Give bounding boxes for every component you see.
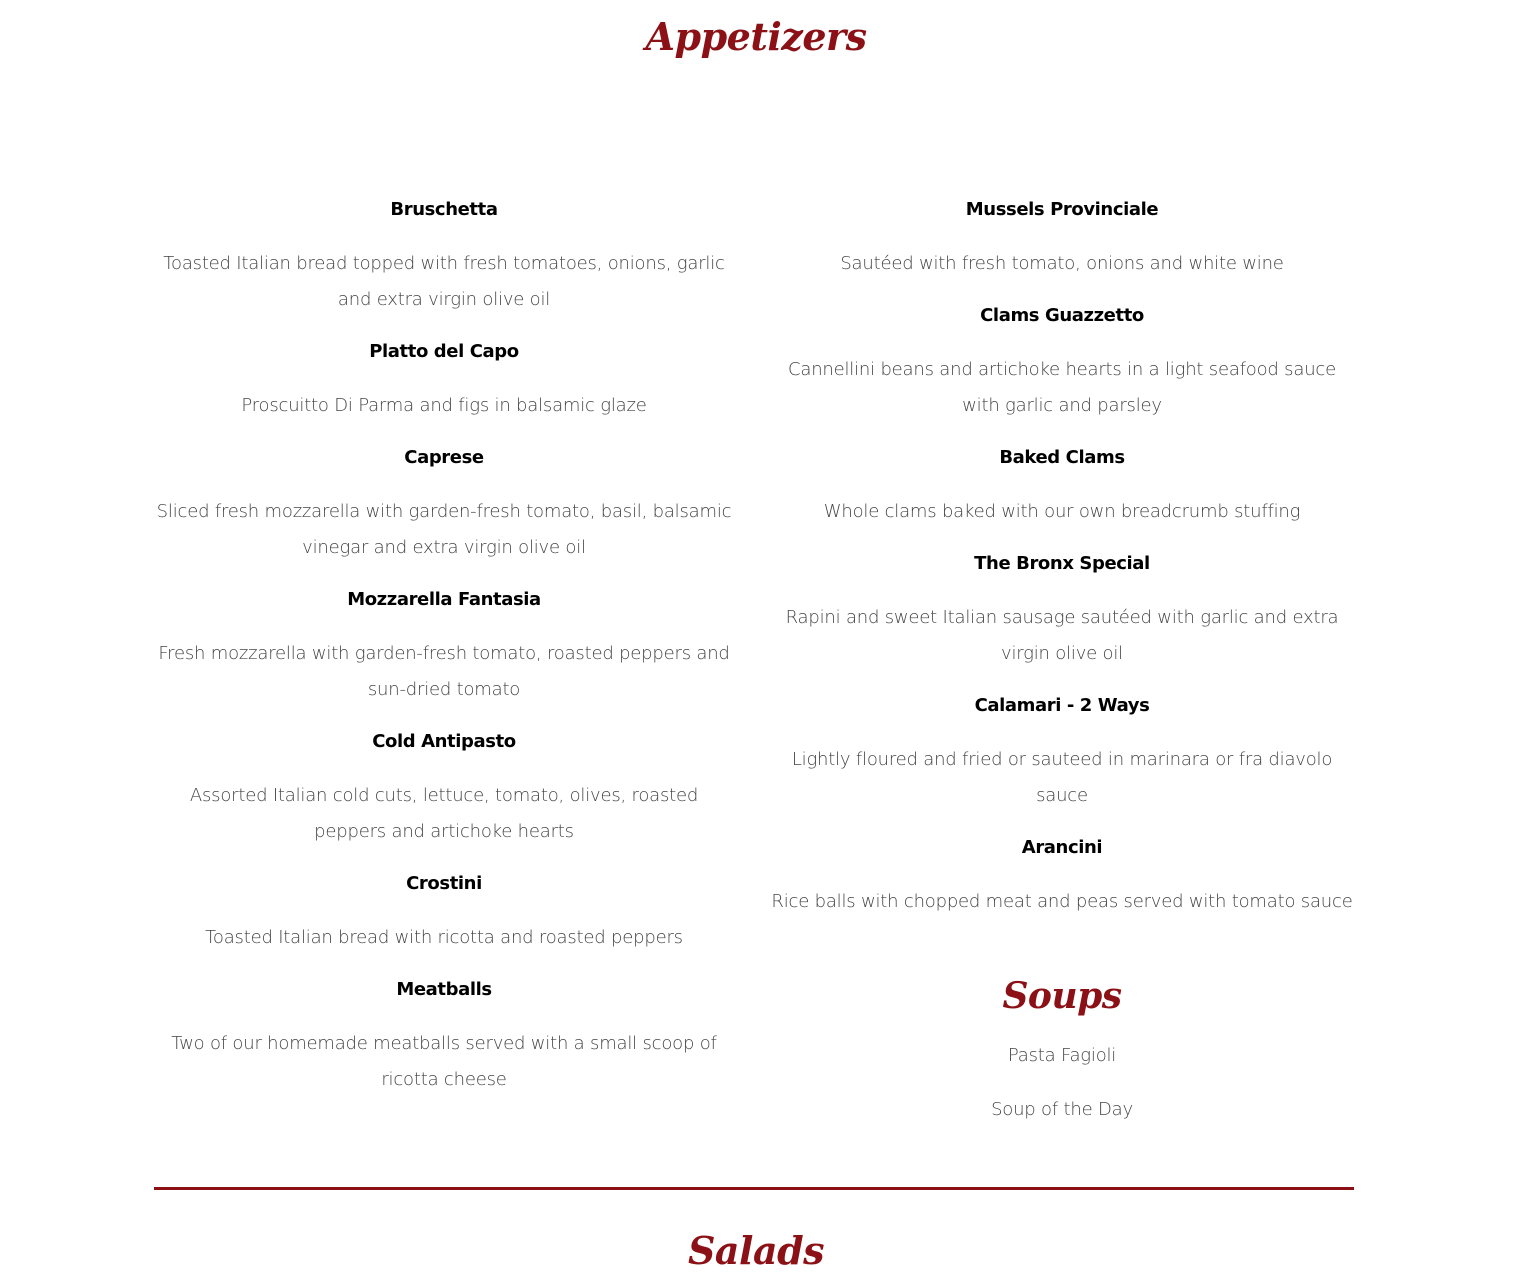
menu-item-name: Caprese bbox=[404, 447, 484, 468]
menu-item-name: Baked Clams bbox=[999, 447, 1125, 468]
menu-item-name: Arancini bbox=[1021, 837, 1103, 858]
menu-item-name: Cold Antipasto bbox=[372, 731, 516, 752]
section-divider bbox=[154, 1187, 1354, 1190]
soup-item: Pasta Fagioli bbox=[1007, 1045, 1117, 1066]
menu-item-name: Meatballs bbox=[396, 979, 492, 1000]
menu-item-name: Clams Guazzetto bbox=[980, 305, 1144, 326]
menu-item bbox=[771, 688, 1353, 814]
menu-item-description: Proscuitto Di Parma and figs in balsamic glaze bbox=[241, 395, 647, 416]
menu-item-description: Whole clams baked with our own breadcrumb stuffing bbox=[823, 501, 1301, 522]
menu-item-name: Mussels Provinciale bbox=[965, 199, 1159, 220]
menu-item-description: Toasted Italian bread topped with fresh tomatoes, onions, garlic and extra virgin olive oil bbox=[163, 253, 725, 310]
menu-item bbox=[154, 334, 734, 424]
menu-item bbox=[154, 972, 734, 1098]
menu-item-name: The Bronx Special bbox=[974, 553, 1150, 574]
menu-item-description: Sliced fresh mozzarella with garden-fresh tomato, basil, balsamic vinegar and extra virgin olive oil bbox=[156, 501, 732, 558]
soups-heading: Soups bbox=[1002, 975, 1122, 1017]
menu-item bbox=[771, 298, 1353, 424]
menu-item-name: Bruschetta bbox=[390, 199, 498, 220]
menu-item-description: Rice balls with chopped meat and peas served with tomato sauce bbox=[771, 891, 1353, 912]
menu-item-description: Lightly floured and fried or sauteed in marinara or fra diavolo sauce bbox=[791, 749, 1333, 806]
menu-item bbox=[154, 192, 734, 318]
menu-item-description: Assorted Italian cold cuts, lettuce, tomato, olives, roasted peppers and artichoke hearts bbox=[189, 785, 699, 842]
menu-item-description: Rapini and sweet Italian sausage sautéed with garlic and extra virgin olive oil bbox=[785, 607, 1339, 664]
menu-item-description: Toasted Italian bread with ricotta and roasted peppers bbox=[205, 927, 683, 948]
appetizers-right-column bbox=[771, 192, 1353, 936]
salads-heading: Salads bbox=[687, 1228, 825, 1273]
menu-item-name: Platto del Capo bbox=[369, 341, 519, 362]
menu-item-name: Mozzarella Fantasia bbox=[347, 589, 541, 610]
menu-item-name: Crostini bbox=[406, 873, 482, 894]
menu-item bbox=[771, 440, 1353, 530]
menu-item bbox=[154, 582, 734, 708]
menu-item bbox=[154, 440, 734, 566]
menu-item bbox=[771, 830, 1353, 920]
soup-item: Soup of the Day bbox=[991, 1099, 1133, 1120]
appetizers-left-column bbox=[154, 192, 734, 1114]
menu-item bbox=[771, 192, 1353, 282]
menu-item-description: Sautéed with fresh tomato, onions and white wine bbox=[840, 253, 1284, 274]
menu-item-description: Two of our homemade meatballs served with a small scoop of ricotta cheese bbox=[171, 1033, 717, 1090]
menu-item bbox=[154, 866, 734, 956]
menu-item-description: Fresh mozzarella with garden-fresh tomato, roasted peppers and sun-dried tomato bbox=[158, 643, 730, 700]
appetizers-heading: Appetizers bbox=[645, 14, 867, 59]
soups-section bbox=[771, 968, 1353, 1146]
menu-item-name: Calamari - 2 Ways bbox=[974, 695, 1150, 716]
menu-item bbox=[771, 546, 1353, 672]
menu-item-description: Cannellini beans and artichoke hearts in a light seafood sauce with garlic and parsley bbox=[788, 359, 1336, 416]
menu-item bbox=[154, 724, 734, 850]
